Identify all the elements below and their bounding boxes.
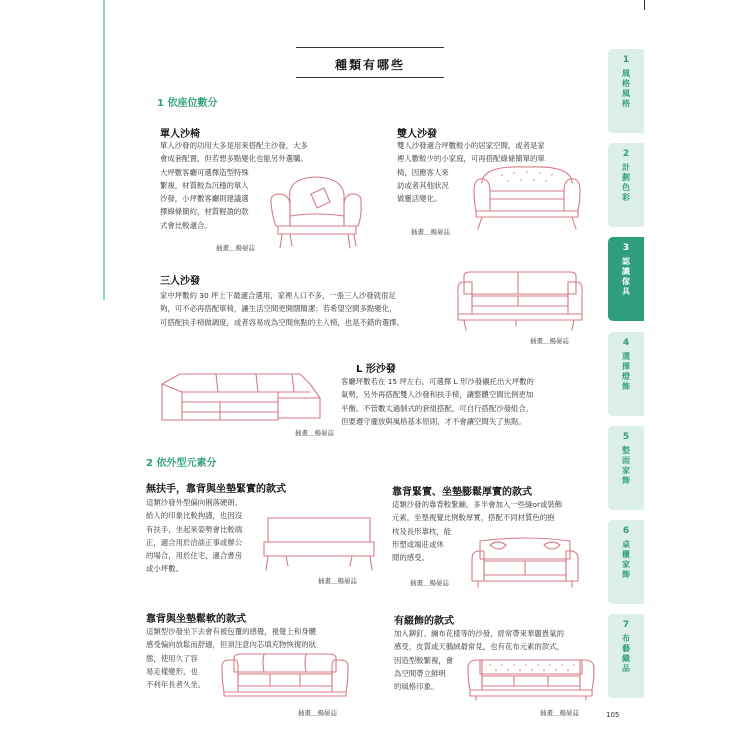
single-sofa-credit: 插畫＿楊晏誌 xyxy=(216,244,255,252)
l-shape-credit: 插畫＿楊晏誌 xyxy=(295,429,334,437)
soft-sofa-title: 靠背與坐墊鬆軟的款式 xyxy=(146,614,246,625)
firm-back-sofa-illustration xyxy=(470,537,580,589)
header-rule-bottom xyxy=(296,77,444,78)
soft-sofa-illustration xyxy=(220,652,350,700)
chapter-tab-4[interactable]: 4 選擇燈飾 xyxy=(608,332,644,416)
binding-line xyxy=(103,0,105,300)
loveseat-credit: 插畫＿楊晏誌 xyxy=(411,228,450,236)
chesterfield-sofa-illustration xyxy=(466,656,596,702)
loveseat-illustration xyxy=(472,161,582,231)
decorated-sofa-title: 有綴飾的款式 xyxy=(394,616,454,627)
header-rule-top xyxy=(296,47,444,48)
three-seater-illustration xyxy=(456,270,584,332)
no-arm-sofa-text: 這類沙發外型偏向俐落硬朗， 給人的印象比較拘謹，也因沒 有扶手，坐起來姿勢會比較端 正，適合用於洽談正事或辦公 的場合，用於住宅，適合書房 或小坪數。 xyxy=(146,498,243,574)
section-heading-form: 2 依外型元素分 xyxy=(146,458,217,469)
three-seater-title: 三人沙發 xyxy=(160,276,200,287)
page-title: 種類有哪些 xyxy=(334,58,405,72)
chapter-tab-5[interactable]: 5 整面家飾 xyxy=(608,426,644,510)
soft-sofa-text: 這類型沙發坐下去會有被包覆的感覺，視覺上和身體 感受偏向放鬆而舒適，但須注意內芯填充物恢復的狀 態，使用久了容 易走樣變形，也 不利年長者久坐。 xyxy=(146,627,316,690)
firm-back-sofa-text: 這類沙發的靠背較緊繃，多半會加入一些縫or或裝飾 元素，坐墊視覺比例較厚實，搭配不同材質色的抱 枕及長形靠枕，能 形塑或端莊或休 閒的感受。 xyxy=(392,500,563,563)
l-shape-text: 客廳坪數若在 15 坪左右，可選擇 L 形沙發襯托出大坪數的 氣勢，另外再搭配雙人沙發和扶手椅，讓整體空間比例更加 平衡。不管數太過制式的套組搭配，可自行搭配沙發組合， 但要遵守擺放與風格基本原則，才不會讓空間失了焦點。 xyxy=(341,377,534,426)
chapter-tab-1[interactable]: 1 風格風格 xyxy=(608,49,644,133)
armchair-illustration xyxy=(266,172,366,252)
chapter-tab-2[interactable]: 2 計劃色彩 xyxy=(608,143,644,227)
chapter-tab-6[interactable]: 6 桌櫃家飾 xyxy=(608,520,644,604)
no-arm-sofa-illustration xyxy=(262,516,376,574)
no-arm-sofa-title: 無扶手，靠背與坐墊緊實的款式 xyxy=(146,484,286,495)
l-shape-title: L 形沙發 xyxy=(356,364,396,375)
single-sofa-text: 單人沙發的功用大多是用來搭配主沙發，大多 會成套配置，但若想多點變化也能另外選購。 大坪數客廳可選擇造型特殊 繁複，材質較為沉穩的單人 沙發，小坪數客廳則建議選 擇線條簡約，材質輕盈的款 式會比較適合。 xyxy=(160,141,308,230)
chapter-tab-7[interactable]: 7 布藝織品 xyxy=(608,614,644,698)
chapter-tab-3-active[interactable]: 3 認識傢具 xyxy=(608,237,644,321)
three-seater-credit: 插畫＿楊晏誌 xyxy=(530,337,569,345)
single-sofa-title: 單人沙椅 xyxy=(160,129,200,140)
l-shape-sofa-illustration xyxy=(160,368,326,426)
soft-sofa-credit: 插畫＿楊晏誌 xyxy=(298,709,337,717)
firm-back-sofa-credit: 插畫＿楊晏誌 xyxy=(410,579,449,587)
decorated-sofa-credit: 插畫＿楊晏誌 xyxy=(540,709,579,717)
three-seater-text: 家中坪數約 30 坪上下最適合選用，家裡人口不多，一張三人沙發就很足 夠，可不必再搭配單椅，讓生活空間更開闊簡潔；若希望空間多點變化， 可搭配扶手椅做調度，或者容易成為空間焦點的主人椅，也是不錯的選擇。 xyxy=(160,291,404,327)
crop-mark xyxy=(644,0,645,10)
firm-back-sofa-title: 靠背緊實、坐墊膨鬆厚實的款式 xyxy=(392,487,532,498)
no-arm-sofa-credit: 插畫＿楊晏誌 xyxy=(318,577,357,585)
loveseat-text: 雙人沙發適合坪數較小的居家空間，或者是家 裡人數較少的小家庭，可再搭配綠條簡單的單 椅，因應客人來 訪或者其他狀況 做靈活變化。 xyxy=(397,141,545,204)
loveseat-title: 雙人沙發 xyxy=(397,129,437,140)
decorated-sofa-text: 加入鉚釘、繃布花樣等的沙發，經常帶來華麗貴氣的 感受，皮質或天鵝絨最常見，也有花布元素的款式， 因造型較繁複，會 為空間帶立鮮明 的風格印象。 xyxy=(394,629,564,692)
page-number: 105 xyxy=(606,711,620,719)
section-heading-seat-count: 1 依座位數分 xyxy=(157,98,218,109)
